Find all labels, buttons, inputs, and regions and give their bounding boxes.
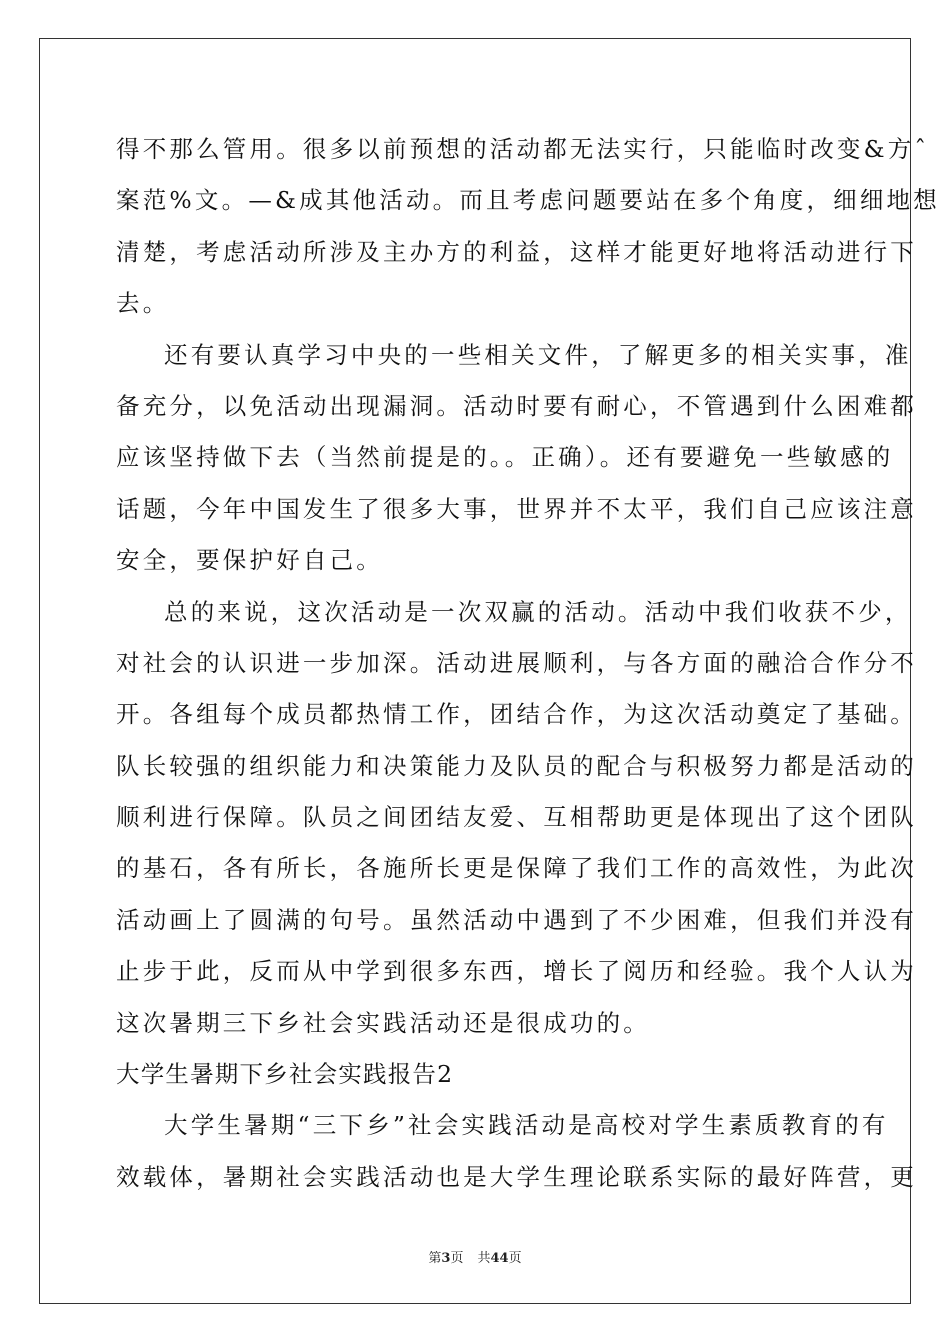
text-line: 活动画上了圆满的句号。虽然活动中遇到了不少困难，但我们并没有 xyxy=(116,905,917,934)
paragraph-start-line: 总的来说，这次活动是一次双赢的活动。活动中我们收获不少， xyxy=(164,597,912,626)
text-line: 清楚，考虑活动所涉及主办方的利益，这样才能更好地将活动进行下 xyxy=(116,237,917,266)
text-line: 案范%文。—&成其他活动。而且考虑问题要站在多个角度，细细地想 xyxy=(116,186,940,215)
document-body xyxy=(116,124,940,1203)
page-number: 3 xyxy=(441,1251,451,1266)
text-line: 备充分，以免活动出现漏洞。活动时要有耐心，不管遇到什么困难都 xyxy=(116,391,917,420)
total-prefix: 共 xyxy=(477,1251,491,1266)
text-line: 安全，要保护好自己。 xyxy=(116,546,383,575)
page-suffix: 页 xyxy=(450,1251,464,1266)
text-line: 去。 xyxy=(116,289,170,318)
text-line: 的基石，各有所长，各施所长更是保障了我们工作的高效性，为此次 xyxy=(116,854,917,883)
total-suffix: 页 xyxy=(508,1251,522,1266)
page-prefix: 第 xyxy=(428,1251,442,1266)
text-line: 效载体，暑期社会实践活动也是大学生理论联系实际的最好阵营，更 xyxy=(116,1162,917,1191)
text-line: 应该坚持做下去（当然前提是的。。正确）。还有要避免一些敏感的 xyxy=(116,443,894,472)
text-line: 这次暑期三下乡社会实践活动还是很成功的。 xyxy=(116,1008,650,1037)
total-pages: 44 xyxy=(490,1251,509,1266)
page-footer xyxy=(0,1247,950,1266)
paragraph-start-line: 还有要认真学习中央的一些相关文件，了解更多的相关实事，准 xyxy=(164,340,912,369)
text-line: 话题，今年中国发生了很多大事，世界并不太平，我们自己应该注意 xyxy=(116,494,917,523)
text-line: 队长较强的组织能力和决策能力及队员的配合与积极努力都是活动的 xyxy=(116,751,917,780)
text-line: 得不那么管用。很多以前预想的活动都无法实行，只能临时改变&方ˆ xyxy=(116,135,930,163)
paragraph-start-line: 大学生暑期“三下乡”社会实践活动是高校对学生素质教育的有 xyxy=(164,1111,889,1140)
text-line: 顺利进行保障。队员之间团结友爱、互相帮助更是体现出了这个团队 xyxy=(116,803,917,832)
text-line: 止步于此，反而从中学到很多东西，增长了阅历和经验。我个人认为 xyxy=(116,957,917,986)
text-line: 对社会的认识进一步加深。活动进展顺利，与各方面的融洽合作分不 xyxy=(116,648,917,677)
section-heading: 大学生暑期下乡社会实践报告2 xyxy=(116,1060,454,1089)
text-line: 开。各组每个成员都热情工作，团结合作，为这次活动奠定了基础。 xyxy=(116,700,917,729)
